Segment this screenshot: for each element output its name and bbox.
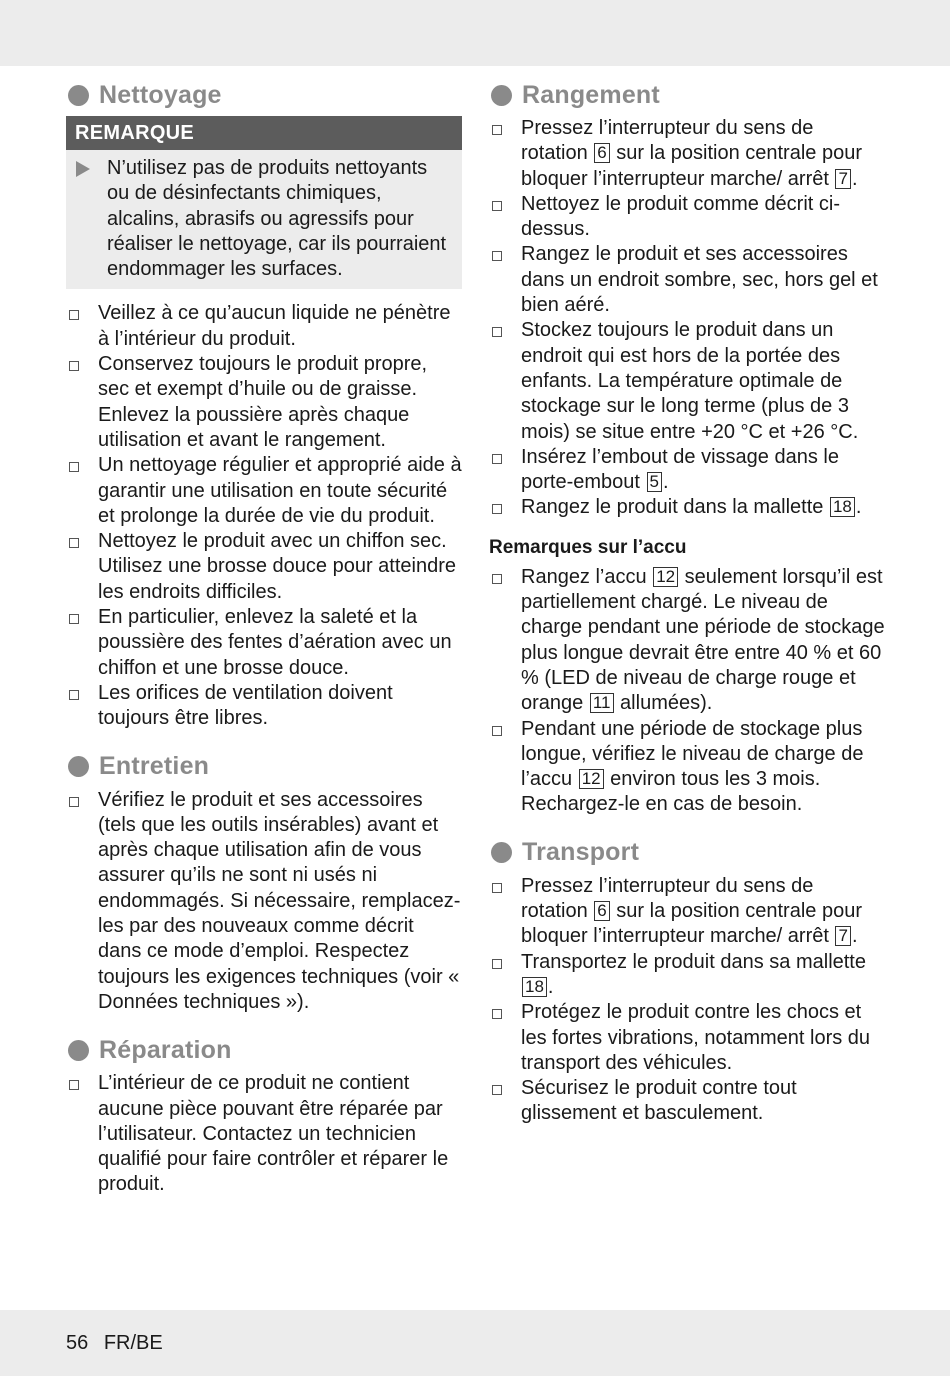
checkbox-square-icon [492,201,502,211]
list-accu [489,565,885,818]
checkbox-square-icon [492,1009,502,1019]
bullet-dot-icon [68,1040,89,1061]
checkbox-square-icon [492,1085,502,1095]
checkbox-square-icon [492,125,502,135]
section-title: Nettoyage [99,80,222,109]
section-title: Entretien [99,752,210,781]
reference-number-badge: 11 [590,693,614,713]
checkbox-square-icon [492,251,502,261]
list-item-text: Un nettoyage régulier et approprié aide à garantir une utilisation en toute sécurité et prolonge la durée de vie du produit. [98,454,462,527]
bullet-dot-icon [68,85,89,106]
list-item [66,1071,462,1197]
footer [66,1332,163,1355]
list-item [489,192,885,243]
reference-number-badge: 5 [647,472,662,492]
list-item-text: Insérez l’embout de vissage dans le porte-embout 5 . [521,445,839,494]
list-transport [489,874,885,1127]
section-heading-reparation [66,1033,462,1067]
list-item [489,242,885,318]
left-column [66,78,462,1198]
checkbox-square-icon [69,361,79,371]
note-text: N’utilisez pas de produits nettoyants ou de désinfectants chimiques, alcalins, abrasifs ou agressifs pour réaliser le nettoyage, car ils pourraient endommager les surfaces. [107,157,447,281]
note-box [66,116,462,289]
checkbox-square-icon [69,614,79,624]
checkbox-square-icon [492,726,502,736]
list-item-text: En particulier, enlevez la saleté et la poussière des fentes d’aération avec un chiffon et une brosse douce. [98,606,452,679]
list-item [489,116,885,192]
list-item [66,529,462,605]
section-heading-nettoyage [66,78,462,112]
list-item-text: Pressez l’interrupteur du sens de rotation 6 sur la position centrale pour bloquer l’interrupteur marche/ arrêt 7 . [521,117,862,190]
page-number: 56 [66,1332,89,1354]
reference-number-badge: 7 [835,169,850,189]
bullet-dot-icon [68,756,89,777]
list-item-text: Rangez le produit dans la mallette 18 . [521,496,862,519]
list-item [66,681,462,732]
list-item-text: Nettoyez le produit avec un chiffon sec. Utilisez une brosse douce pour atteindre les endroits difficiles. [98,530,456,603]
checkbox-square-icon [69,690,79,700]
checkbox-square-icon [492,883,502,893]
list-item [66,788,462,1016]
list-item [489,318,885,444]
list-item-text: Rangez le produit et ses accessoires dans un endroit sombre, sec, hors gel et bien aéré. [521,243,878,317]
section-title: Transport [522,838,640,867]
checkbox-square-icon [492,574,502,584]
list-item-text: Pressez l’interrupteur du sens de rotation 6 sur la position centrale pour bloquer l’interrupteur marche/ arrêt 7 . [521,874,862,948]
section-title: Rangement [522,80,660,109]
list-item-text: Rangez l’accu 12 seulement lorsqu’il est partiellement chargé. Le niveau de charge pendant une période de stockage plus longue devrait être entre 40 % et 60 % (LED de niveau de charge rouge et orange 11 allumées). [521,565,885,715]
list-item [489,717,885,818]
list-entretien [66,788,462,1016]
note-body [66,150,462,289]
list-item-text: Pendant une période de stockage plus longue, vérifiez le niveau de charge de l’accu 12 environ tous les 3 mois. Rechargez-le en cas de besoin. [521,717,864,816]
list-item-text: Transportez le produit dans sa mallette 18 . [521,950,866,998]
checkbox-square-icon [69,1080,79,1090]
list-item [489,445,885,496]
list-reparation [66,1071,462,1197]
checkbox-square-icon [69,797,79,807]
subheading-accu: Remarques sur l’accu [489,536,687,558]
list-item-text: Vérifiez le produit et ses accessoires (tels que les outils insérables) avant et après chaque utilisation afin de vous assurer qu’ils ne sont ni usés ni endommagés. Si nécessaire, remplacez-les par des nouveaux comme décrit dans ce mode d’emploi. Respectez toujours les exigences techniques (voir « Données techniques »). [98,788,461,1013]
list-item [66,605,462,681]
list-item-text: Conservez toujours le produit propre, sec et exempt d’huile ou de graisse. Enlevez la poussière après chaque utilisation et avant le rangement. [98,353,428,451]
list-item-text: Nettoyez le produit comme décrit ci-dessus. [521,192,841,241]
list-item-text: L’intérieur de ce produit ne contient aucune pièce pouvant être réparée par l’utilisateur. Contactez un technicien qualifié pour faire contrôler et réparer le produit. [98,1072,449,1196]
list-item [66,453,462,529]
list-item-text: Veillez à ce qu’aucun liquide ne pénètre à l’intérieur du produit. [98,302,451,350]
list-item [66,301,462,352]
list-item-text: Sécurisez le produit contre tout glissement et basculement. [521,1077,797,1125]
checkbox-square-icon [492,504,502,514]
note-label: REMARQUE [66,116,462,150]
right-column [489,78,885,1127]
list-item [489,950,885,1001]
reference-number-badge: 18 [522,977,547,997]
list-item [489,495,885,520]
checkbox-square-icon [69,310,79,320]
list-item [489,565,885,717]
list-item [489,1076,885,1127]
list-item [66,352,462,453]
section-heading-rangement [489,78,885,112]
section-title: Réparation [99,1035,232,1064]
list-item-text: Les orifices de ventilation doivent toujours être libres. [98,681,393,730]
reference-number-badge: 7 [835,926,850,946]
list-nettoyage [66,301,462,731]
section-heading-transport [489,836,885,870]
reference-number-badge: 12 [653,567,678,587]
checkbox-square-icon [69,538,79,548]
list-item [489,874,885,950]
bullet-dot-icon [491,85,512,106]
list-item [489,1000,885,1076]
reference-number-badge: 18 [830,497,855,517]
top-band [0,0,950,66]
list-rangement [489,116,885,521]
reference-number-badge: 6 [594,901,609,921]
checkbox-square-icon [492,454,502,464]
locale-label: FR/BE [103,1332,163,1354]
list-item-text: Stockez toujours le produit dans un endroit qui est hors de la portée des enfants. La température optimale de stockage sur le long terme (plus de 3 mois) se situe entre +20 °C et +26 °C. [521,319,859,443]
triangle-arrow-icon [76,161,90,177]
reference-number-badge: 6 [594,143,609,163]
checkbox-square-icon [69,462,79,472]
reference-number-badge: 12 [579,769,604,789]
checkbox-square-icon [492,327,502,337]
list-item-text: Protégez le produit contre les chocs et les fortes vibrations, notamment lors du transport des véhicules. [521,1001,871,1074]
section-heading-entretien [66,750,462,784]
bullet-dot-icon [491,842,512,863]
checkbox-square-icon [492,959,502,969]
